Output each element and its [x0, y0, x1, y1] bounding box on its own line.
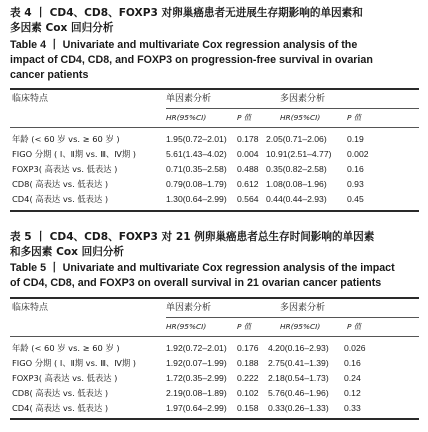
row-multi-hr: 5.76(0.46–1.96) [268, 388, 329, 398]
row-feature: CD4( 高表达 vs. 低表达 ) [12, 403, 109, 413]
table4-top-rule [10, 88, 419, 90]
row-uni-hr: 2.19(0.08–1.89) [166, 388, 227, 398]
row-multi-p: 0.93 [347, 179, 364, 189]
table5-caption-en-2: of CD4, CD8, and FOXP3 on overall survival in 21 ovarian cancer patients [10, 277, 382, 289]
table4-col-uni: 单因素分析 [166, 94, 212, 104]
table4-sub-uni-hr: HR(95%CI) [166, 113, 207, 122]
table5-top-rule [10, 297, 419, 299]
table4-caption-cn-2: 多因素 Cox 回归分析 [10, 22, 114, 34]
row-feature: CD8( 高表达 vs. 低表达 ) [12, 388, 109, 398]
row-multi-p: 0.24 [344, 373, 361, 383]
row-feature: 年龄 (< 60 岁 vs. ≥ 60 岁 ) [12, 343, 120, 353]
row-multi-hr: 0.44(0.44–2.93) [266, 194, 327, 204]
row-feature: FIGO 分期 ( Ⅰ、Ⅱ期 vs. Ⅲ、Ⅳ期 ) [12, 149, 137, 159]
row-feature: FIGO 分期 ( Ⅰ、Ⅱ期 vs. Ⅲ、Ⅳ期 ) [12, 358, 137, 368]
table5-bottom-rule [10, 418, 419, 420]
row-uni-p: 0.102 [237, 388, 259, 398]
row-uni-hr: 0.71(0.35–2.58) [166, 164, 227, 174]
row-multi-hr: 1.08(0.08–1.96) [266, 179, 327, 189]
table4-caption-en-3: cancer patients [10, 69, 89, 81]
table4-sub-multi-hr: HR(95%CI) [280, 113, 321, 122]
row-multi-hr: 2.05(0.71–2.06) [266, 134, 327, 144]
row-uni-hr: 1.95(0.72–2.01) [166, 134, 227, 144]
table5-sub-uni-hr: HR(95%CI) [166, 322, 207, 331]
row-uni-hr: 1.72(0.35–2.99) [166, 373, 227, 383]
row-uni-p: 0.612 [237, 179, 259, 189]
table5-caption-cn-1: 表 5 丨 CD4、CD8、FOXP3 对 21 例卵巢癌患者总生存时间影响的单因素 [10, 231, 375, 243]
table4-header-rule [166, 108, 419, 109]
row-uni-hr: 5.61(1.43–4.02) [166, 149, 227, 159]
row-uni-hr: 1.30(0.64–2.99) [166, 194, 227, 204]
table5-sub-multi-hr: HR(95%CI) [280, 322, 321, 331]
table5-col-feature: 临床特点 [12, 303, 49, 313]
table4-sub-uni-p: P 值 [237, 113, 252, 122]
row-multi-hr: 0.33(0.26–1.33) [268, 403, 329, 413]
table5-caption-en-1: Table 5 丨 Univariate and multivariate Cox regression analysis of the impact [10, 262, 395, 274]
table4-sub-multi-p: P 值 [347, 113, 362, 122]
row-multi-p: 0.026 [344, 343, 366, 353]
row-uni-p: 0.004 [237, 149, 259, 159]
row-uni-hr: 1.92(0.72–2.01) [166, 343, 227, 353]
row-multi-p: 0.33 [344, 403, 361, 413]
row-multi-hr: 0.35(0.82–2.58) [266, 164, 327, 174]
row-feature: CD8( 高表达 vs. 低表达 ) [12, 179, 109, 189]
row-uni-p: 0.222 [237, 373, 259, 383]
table5-sub-uni-p: P 值 [237, 322, 252, 331]
row-feature: FOXP3( 高表达 vs. 低表达 ) [12, 373, 118, 383]
table5-header-rule [166, 317, 419, 318]
row-multi-p: 0.16 [344, 358, 361, 368]
table4-col-feature: 临床特点 [12, 94, 49, 104]
row-uni-p: 0.564 [237, 194, 259, 204]
row-uni-p: 0.178 [237, 134, 259, 144]
table4-col-multi: 多因素分析 [280, 94, 326, 104]
table5-caption-cn-2: 和多因素 Cox 回归分析 [10, 246, 125, 258]
row-uni-p: 0.188 [237, 358, 259, 368]
row-multi-p: 0.45 [347, 194, 364, 204]
table4-bottom-rule [10, 210, 419, 212]
row-multi-hr: 2.75(0.41–1.39) [268, 358, 329, 368]
row-uni-hr: 1.92(0.07–1.99) [166, 358, 227, 368]
table5-sub-multi-p: P 值 [347, 322, 362, 331]
table4-caption-en-2: impact of CD4, CD8, and FOXP3 on progression-free survival in ovarian [10, 54, 373, 66]
row-uni-p: 0.176 [237, 343, 259, 353]
row-multi-p: 0.002 [347, 149, 369, 159]
row-uni-p: 0.488 [237, 164, 259, 174]
row-feature: CD4( 高表达 vs. 低表达 ) [12, 194, 109, 204]
table4-caption-cn-1: 表 4 丨 CD4、CD8、FOXP3 对卵巢癌患者无进展生存期影响的单因素和 [10, 7, 363, 19]
row-feature: FOXP3( 高表达 vs. 低表达 ) [12, 164, 118, 174]
row-multi-hr: 2.18(0.54–1.73) [268, 373, 329, 383]
row-uni-p: 0.158 [237, 403, 259, 413]
row-feature: 年龄 (< 60 岁 vs. ≥ 60 岁 ) [12, 134, 120, 144]
row-multi-hr: 10.91(2.51–4.77) [266, 149, 332, 159]
row-multi-p: 0.12 [344, 388, 361, 398]
row-multi-p: 0.16 [347, 164, 364, 174]
table5-col-uni: 单因素分析 [166, 303, 212, 313]
row-uni-hr: 0.79(0.08–1.79) [166, 179, 227, 189]
row-multi-p: 0.19 [347, 134, 364, 144]
table5-mid-rule [10, 336, 419, 337]
table4-mid-rule [10, 127, 419, 128]
row-multi-hr: 4.20(0.16–2.93) [268, 343, 329, 353]
row-uni-hr: 1.97(0.64–2.99) [166, 403, 227, 413]
table4-caption-en-1: Table 4 丨 Univariate and multivariate Cox regression analysis of the [10, 39, 358, 51]
table5-col-multi: 多因素分析 [280, 303, 326, 313]
